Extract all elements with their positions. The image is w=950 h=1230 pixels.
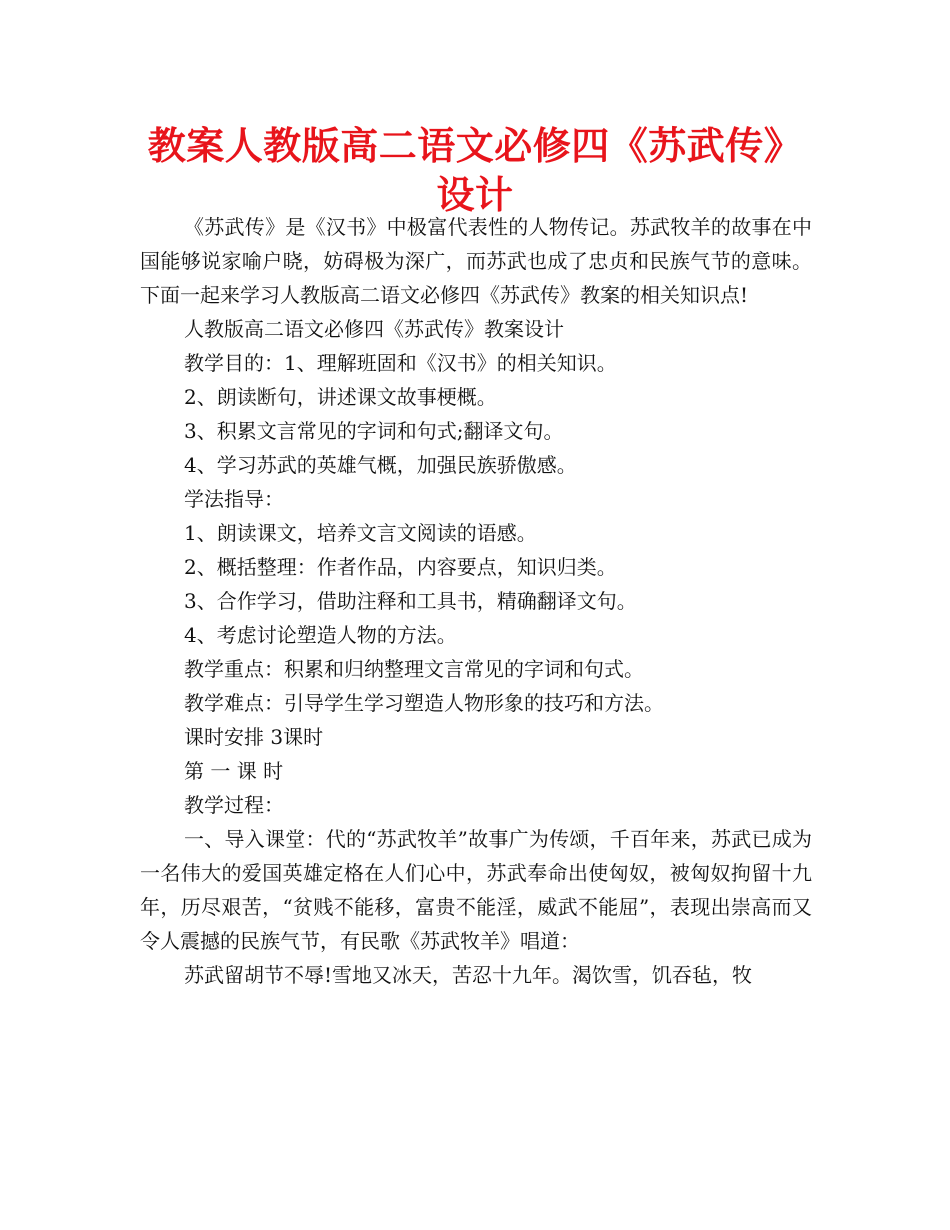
document-body (140, 210, 812, 992)
paragraph-objective-3: 3、积累文言常见的字词和句式;翻译文句。 (184, 419, 564, 443)
document-title: 教案人教版高二语文必修四《苏武传》设计 (147, 124, 803, 217)
paragraph-objective-1: 教学目的：1、理解班固和《汉书》的相关知识。 (184, 351, 617, 375)
paragraph-method-heading: 学法指导： (184, 487, 284, 511)
paragraph-song: 苏武留胡节不辱!雪地又冰天，苦忍十九年。渴饮雪，饥吞毡，牧 (184, 963, 753, 987)
paragraph-lesson-one: 第 一 课 时 (184, 759, 284, 783)
paragraph-objective-4: 4、学习苏武的英雄气概，加强民族骄傲感。 (184, 453, 577, 477)
paragraph-difficulty: 教学难点：引导学生学习塑造人物形象的技巧和方法。 (184, 691, 664, 715)
paragraph-key-point: 教学重点：积累和归纳整理文言常见的字词和句式。 (184, 657, 644, 681)
paragraph-method-3: 3、合作学习，借助注释和工具书，精确翻译文句。 (184, 589, 637, 613)
paragraph-subtitle: 人教版高二语文必修四《苏武传》教案设计 (184, 317, 564, 341)
paragraph-schedule: 课时安排 3课时 (184, 725, 324, 749)
paragraph-objective-2: 2、朗读断句，讲述课文故事梗概。 (184, 385, 497, 409)
paragraph-method-1: 1、朗读课文，培养文言文阅读的语感。 (184, 521, 537, 545)
paragraph-method-2: 2、概括整理：作者作品，内容要点，知识归类。 (184, 555, 617, 579)
paragraph-introduction: 一、导入课堂：代的“苏武牧羊”故事广为传颂，千百年来，苏武已成为一名伟大的爱国英雄定格在人们心中，苏武奉命出使匈奴，被匈奴拘留十九年，历尽艰苦，“贫贱不能移，富贵不能淫，威武不能屈”，表现出崇高而又令人震撼的民族气节，有民歌《苏武牧羊》唱道： (140, 827, 812, 953)
paragraph-method-4: 4、考虑讨论塑造人物的方法。 (184, 623, 457, 647)
paragraph-intro: 《苏武传》是《汉书》中极富代表性的人物传记。苏武牧羊的故事在中国能够说家喻户晓，妨碍极为深广，而苏武也成了忠贞和民族气节的意味。下面一起来学习人教版高二语文必修四《苏武传》教案的相关知识点! (140, 215, 812, 307)
paragraph-process-heading: 教学过程： (184, 793, 284, 817)
